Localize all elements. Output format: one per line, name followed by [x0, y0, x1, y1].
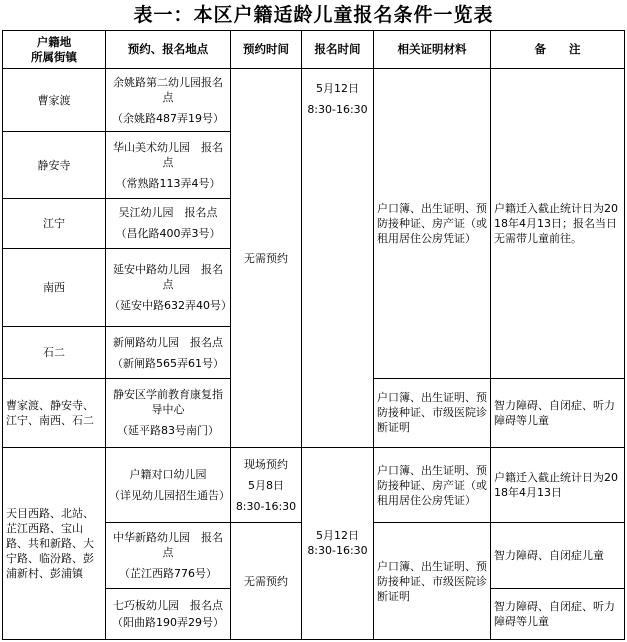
registration-time: 8:30-16:30 — [307, 544, 368, 558]
header-row — [3, 31, 625, 69]
header-district-line1: 户籍地 — [36, 34, 72, 49]
remarks-cell-3: 户籍迁入截止统计日为2018年4月13日 — [491, 447, 625, 522]
location-name: 延安中路幼儿园 报名点 — [113, 263, 223, 292]
registration-table — [2, 30, 625, 640]
district-cell: 石二 — [3, 327, 106, 378]
documents-cell-disability: 户口簿、出生证明、预防接种证、市级医院诊断证明 — [374, 523, 491, 640]
appointment-cell-none: 无需预约 — [231, 69, 302, 448]
location-cell — [106, 69, 231, 132]
table-row — [3, 69, 625, 132]
header-district — [3, 31, 106, 69]
remarks-cell-2: 智力障碍、自闭症、听力障碍等儿童 — [491, 378, 625, 447]
location-name: 余姚路第二幼儿园报名点 — [113, 75, 223, 104]
remarks-cell-4: 智力障碍、自闭症儿童 — [491, 523, 625, 588]
table-row — [3, 447, 625, 522]
registration-time: 8:30-16:30 — [307, 103, 368, 117]
registration-date: 5月12日 — [316, 82, 359, 96]
location-name: 新闸路幼儿园 报名点 — [113, 335, 223, 349]
documents-cell-standard: 户口簿、出生证明、预防接种证、房产证（或租用居住公房凭证） — [374, 447, 491, 522]
location-cell — [106, 327, 231, 378]
location-address: （新闸路565弄61号） — [112, 356, 224, 370]
location-name: 静安区学前教育康复指导中心 — [113, 388, 223, 417]
location-cell — [106, 249, 231, 327]
location-name: 七巧板幼儿园 报名点 — [113, 598, 223, 612]
location-cell — [106, 132, 231, 198]
location-name: 户籍对口幼儿园 — [129, 468, 207, 482]
remarks-cell-5: 智力障碍、自闭症、听力障碍等儿童 — [491, 588, 625, 639]
location-address: （延平路83号南门） — [117, 424, 219, 438]
location-cell — [106, 588, 231, 639]
remarks-cell-1: 户籍迁入截止统计日为2018年4月13日；报名当日无需带儿童前往。 — [491, 69, 625, 378]
appointment-cell-onsite — [231, 447, 302, 522]
header-documents: 相关证明材料 — [374, 31, 491, 69]
location-address: （常熟路113弄4号） — [115, 176, 221, 190]
district-cell: 南西 — [3, 249, 106, 327]
documents-cell-standard: 户口簿、出生证明、预防接种证、房产证（或租用居住公房凭证） — [374, 69, 491, 378]
registration-cell-1 — [302, 69, 374, 448]
appointment-cell-none: 无需预约 — [231, 523, 302, 640]
registration-date: 5月12日 — [316, 529, 359, 543]
header-district-line2: 所属街镇 — [31, 49, 77, 64]
location-address: （昌化路400弄3号） — [115, 227, 221, 241]
location-cell — [106, 198, 231, 248]
district-cell: 静安寺 — [3, 132, 106, 198]
appointment-onsite: 现场预约 — [244, 457, 288, 471]
district-cell: 曹家渡 — [3, 69, 106, 132]
header-appointment-time: 预约时间 — [231, 31, 302, 69]
district-cell: 曹家渡、静安寺、江宁、南西、石二 — [3, 378, 106, 447]
location-cell — [106, 447, 231, 522]
location-address: （详见幼儿园招生通告） — [109, 489, 230, 503]
location-address: （阳曲路190弄29号） — [112, 615, 224, 629]
district-cell: 天目西路、北站、芷江西路、宝山路、共和新路、大宁路、临汾路、彭浦新村、彭浦镇 — [3, 447, 106, 639]
header-location: 预约、报名地点 — [106, 31, 231, 69]
header-registration-time: 报名时间 — [302, 31, 374, 69]
location-name: 华山美术幼儿园 报名点 — [113, 140, 223, 169]
location-address: （延安中路632弄40号） — [109, 299, 232, 313]
appointment-date: 5月8日 — [248, 478, 284, 492]
location-name: 中华新路幼儿园 报名点 — [113, 531, 223, 559]
location-address: （芷江西路776号） — [119, 567, 217, 580]
page-title: 表一：本区户籍适龄儿童报名条件一览表 — [133, 4, 494, 26]
location-name: 吴江幼儿园 报名点 — [118, 206, 218, 220]
documents-cell-disability: 户口簿、出生证明、预防接种证、市级医院诊断证明 — [374, 378, 491, 447]
location-address: （余姚路487弄19号） — [112, 111, 224, 125]
registration-cell-2 — [302, 447, 374, 639]
district-cell: 江宁 — [3, 198, 106, 248]
appointment-time: 8:30-16:30 — [235, 499, 297, 513]
header-remarks: 备 注 — [491, 31, 625, 69]
location-cell — [106, 378, 231, 447]
location-cell — [106, 523, 231, 588]
